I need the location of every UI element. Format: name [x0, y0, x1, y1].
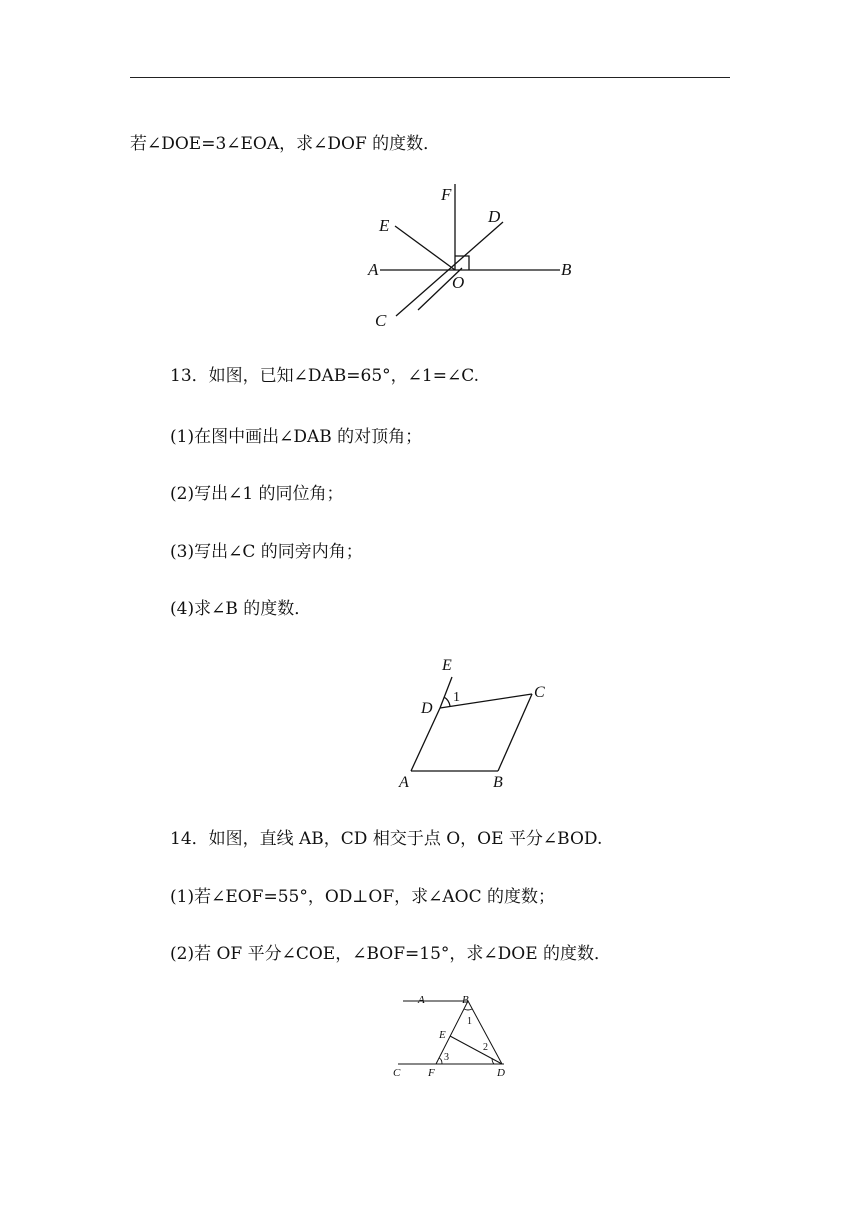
q14-part-1: (1)若∠EOF=55°，OD⊥OF，求∠AOC 的度数；	[170, 887, 555, 907]
label-o: O	[452, 273, 465, 292]
q13-stem: 13．如图，已知∠DAB=65°，∠1=∠C.	[170, 366, 480, 386]
q14-stem: 14．如图，直线 AB，CD 相交于点 O，OE 平分∠BOD.	[170, 829, 603, 849]
q13-part-4: (4)求∠B 的度数．	[170, 599, 312, 619]
label-e: E	[379, 216, 390, 235]
label-f: F	[441, 185, 452, 204]
label-c: C	[375, 311, 387, 330]
header-rule	[130, 77, 730, 78]
label-a: A	[418, 994, 425, 1006]
q13-part-3: (3)写出∠C 的同旁内角；	[170, 542, 363, 562]
label-angle-3: 3	[444, 1052, 449, 1063]
ray-oe	[395, 226, 455, 270]
label-angle-1: 1	[467, 1016, 472, 1027]
label-angle-2: 2	[483, 1042, 488, 1053]
label-d: D	[421, 700, 433, 717]
label-a: A	[368, 260, 379, 279]
label-d: D	[497, 1067, 505, 1079]
label-b: B	[462, 994, 469, 1006]
q13-part-2: (2)写出∠1 的同位角；	[170, 484, 344, 504]
label-d: D	[488, 207, 501, 226]
q14-part-2: (2)若 OF 平分∠COE，∠BOF=15°，求∠DOE 的度数．	[170, 944, 612, 964]
label-b: B	[561, 260, 572, 279]
label-c: C	[393, 1067, 401, 1079]
angle-3-arc	[439, 1058, 442, 1064]
figure-quadrilateral-abcd	[390, 652, 560, 792]
line-cd	[396, 222, 503, 316]
label-e: E	[439, 1029, 446, 1041]
side-bc	[498, 694, 532, 771]
figure-lines-through-o	[360, 178, 590, 338]
angle-1-arc	[444, 697, 450, 706]
label-f: F	[428, 1067, 435, 1079]
label-a: A	[399, 774, 409, 791]
angle-1-arc	[464, 1009, 472, 1010]
figure-parallel-lines-triangle	[388, 990, 518, 1080]
label-angle-1: 1	[453, 690, 460, 705]
label-c: C	[534, 684, 545, 701]
side-da	[411, 708, 440, 771]
previous-question-tail: 若∠DOE=3∠EOA，求∠DOF 的度数．	[130, 134, 441, 154]
label-e: E	[442, 657, 452, 674]
q13-part-1: (1)在图中画出∠DAB 的对顶角；	[170, 427, 423, 447]
label-b: B	[493, 774, 503, 791]
ray-de	[440, 677, 452, 708]
